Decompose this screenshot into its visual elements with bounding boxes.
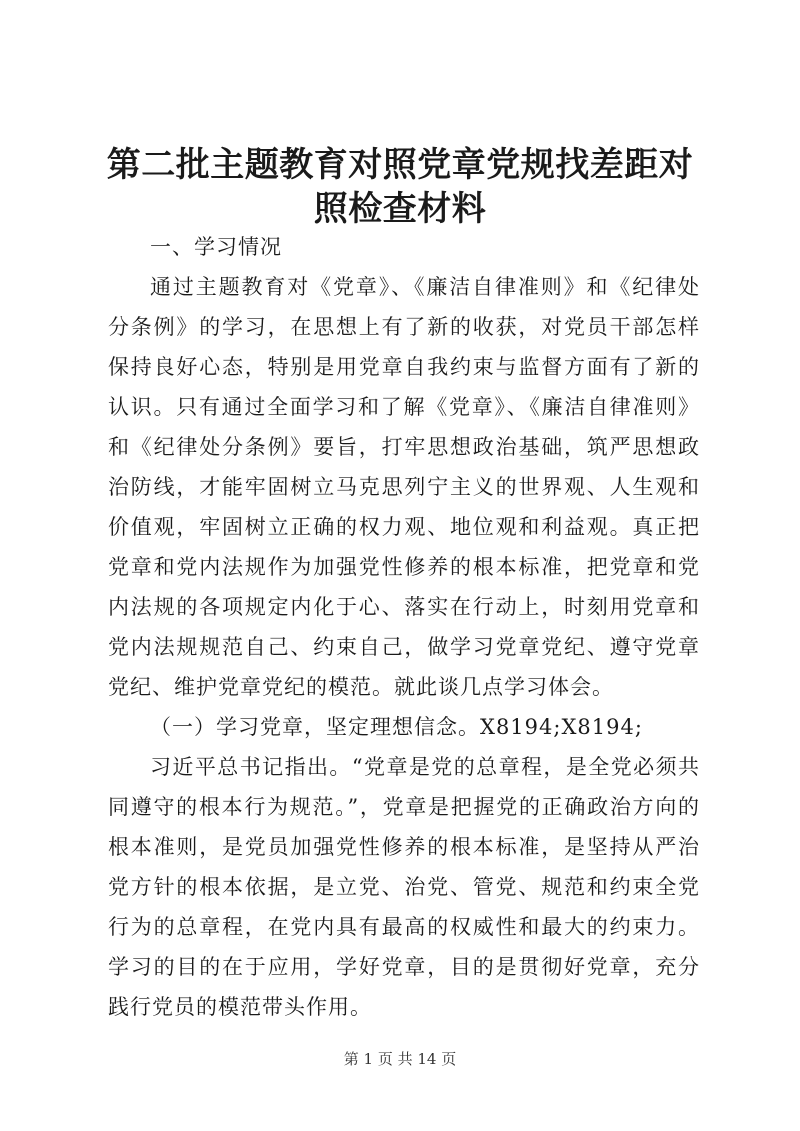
subsection-heading-party-constitution: （一）学习党章，坚定理想信念。X8194;X8194; xyxy=(150,715,643,739)
document-body xyxy=(108,227,700,1027)
paragraph-party-constitution: 习近平总书记指出。“党章是党的总章程，是全党必须共同遵守的根本行为规范。”，党章是把握党的正确政治方向的根本准则，是党员加强党性修养的根本标准，是坚持从严治党方针的根本依据，是立党、治党、管党、规范和约束全党行为的总章程，在党内具有最高的权威性和最大的约束力。学习的目的在于应用，学好党章，目的是贯彻好党章，充分践行党员的模范带头作用。 xyxy=(108,755,700,1019)
document-title: 第二批主题教育对照党章党规找差距对照检查材料 xyxy=(106,145,694,229)
page-number-footer: 第 1 页 共 14 页 xyxy=(343,1050,457,1068)
section-heading-study: 一、学习情况 xyxy=(150,235,282,259)
paragraph-study-overview: 通过主题教育对《党章》、《廉洁自律准则》和《纪律处分条例》的学习，在思想上有了新的收获，对党员干部怎样保持良好心态，特别是用党章自我约束与监督方面有了新的认识。只有通过全面学习和了解《党章》、《廉洁自律准则》和《纪律处分条例》要旨，打牢思想政治基础，筑严思想政治防线，才能牢固树立马克思列宁主义的世界观、人生观和价值观，牢固树立正确的权力观、地位观和利益观。真正把党章和党内法规作为加强党性修养的根本标准，把党章和党内法规的各项规定内化于心、落实在行动上，时刻用党章和党内法规规范自己、约束自己，做学习党章党纪、遵守党章党纪、维护党章党纪的模范。就此谈几点学习体会。 xyxy=(108,275,700,699)
